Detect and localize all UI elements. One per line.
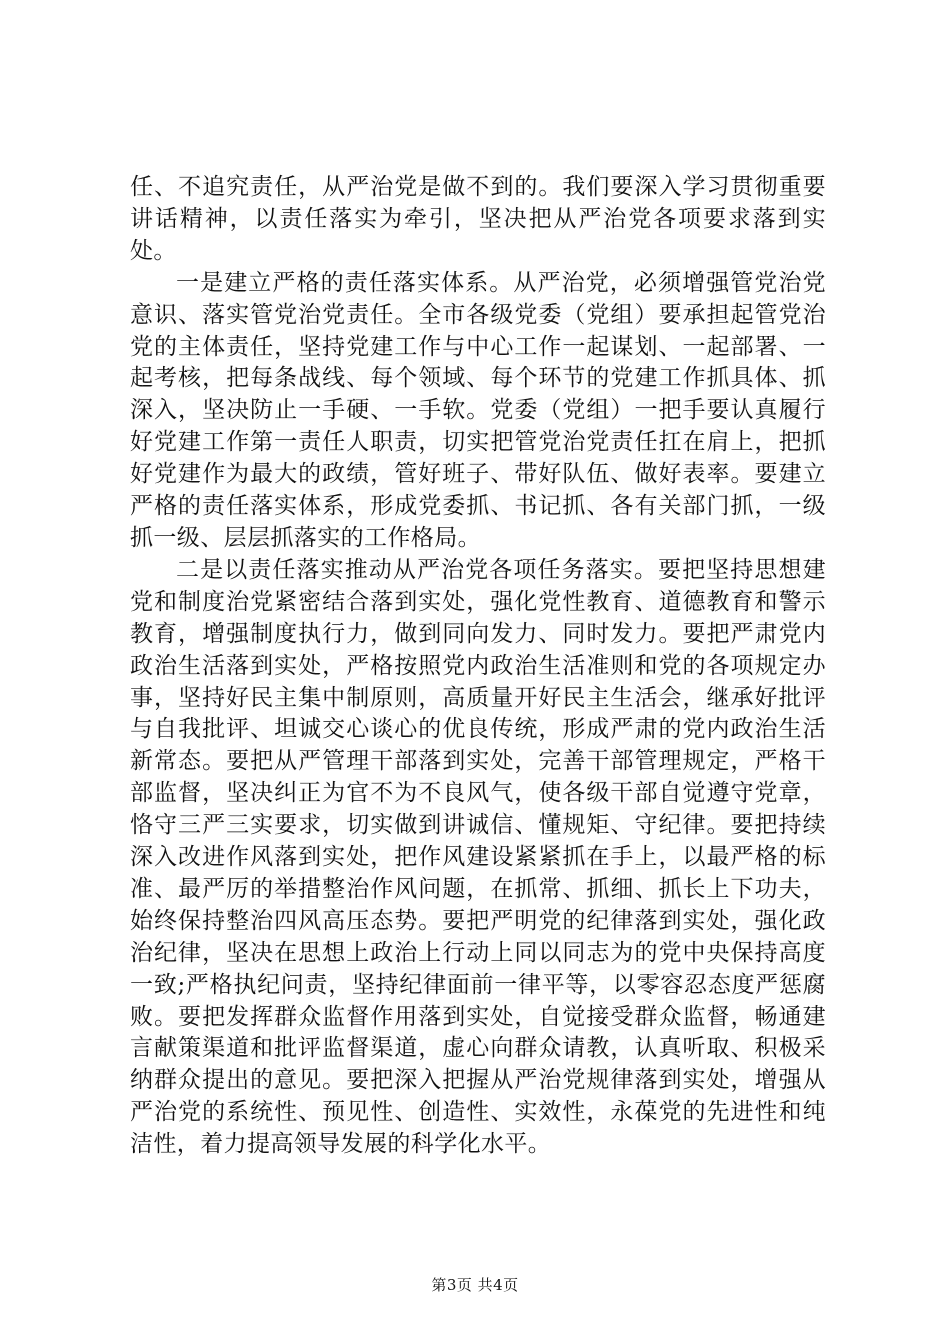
paragraph-task-implementation: 二是以责任落实推动从严治党各项任务落实。要把坚持思想建党和制度治党紧密结合落到实处，强化党性教育、道德教育和警示教育，增强制度执行力，做到同向发力、同时发力。要把严肃党内政治生活落到实处，严格按照党内政治生活准则和党的各项规定办事，坚持好民主集中制原则，高质量开好民主生活会，继承好批评与自我批评、坦诚交心谈心的优良传统，形成严肃的党内政治生活新常态。要把从严管理干部落到实处，完善干部管理规定，严格干部监督，坚决纠正为官不为不良风气，使各级干部自觉遵守党章，恪守三严三实要求，切实做到讲诚信、懂规矩、守纪律。要把持续深入改进作风落到实处，把作风建设紧紧抓在手上，以最严格的标准、最严厉的举措整治作风问题，在抓常、抓细、抓长上下功夫，始终保持整治四风高压态势。要把严明党的纪律落到实处，强化政治纪律，坚决在思想上政治上行动上同以同志为的党中央保持高度一致;严格执纪问责，坚持纪律面前一律平等，以零容忍态度严惩腐败。要把发挥群众监督作用落到实处，自觉接受群众监督，畅通建言献策渠道和批评监督渠道，虚心向群众请教，认真听取、积极采纳群众提出的意见。要把深入把握从严治党规律落到实处，增强从严治党的系统性、预见性、创造性、实效性，永葆党的先进性和纯洁性，着力提高领导发展的科学化水平。 [130, 556, 826, 1158]
page-number-footer: 第3页 共4页 [431, 1276, 519, 1294]
paragraph-responsibility-system: 一是建立严格的责任落实体系。从严治党，必须增强管党治党意识、落实管党治党责任。全市各级党委（党组）要承担起管党治党的主体责任，坚持党建工作与中心工作一起谋划、一起部署、一起考核，把每条战线、每个领域、每个环节的党建工作抓具体、抓深入，坚决防止一手硬、一手软。党委（党组）一把手要认真履行好党建工作第一责任人职责，切实把管党治党责任扛在肩上，把抓好党建作为最大的政绩，管好班子、带好队伍、做好表率。要建立严格的责任落实体系，形成党委抓、书记抓、各有关部门抓，一级抓一级、层层抓落实的工作格局。 [130, 269, 826, 551]
paragraph-continuation: 任、不追究责任，从严治党是做不到的。我们要深入学习贯彻重要讲话精神，以责任落实为牵引，坚决把从严治党各项要求落到实处。 [130, 174, 826, 264]
body-text [130, 172, 826, 1161]
